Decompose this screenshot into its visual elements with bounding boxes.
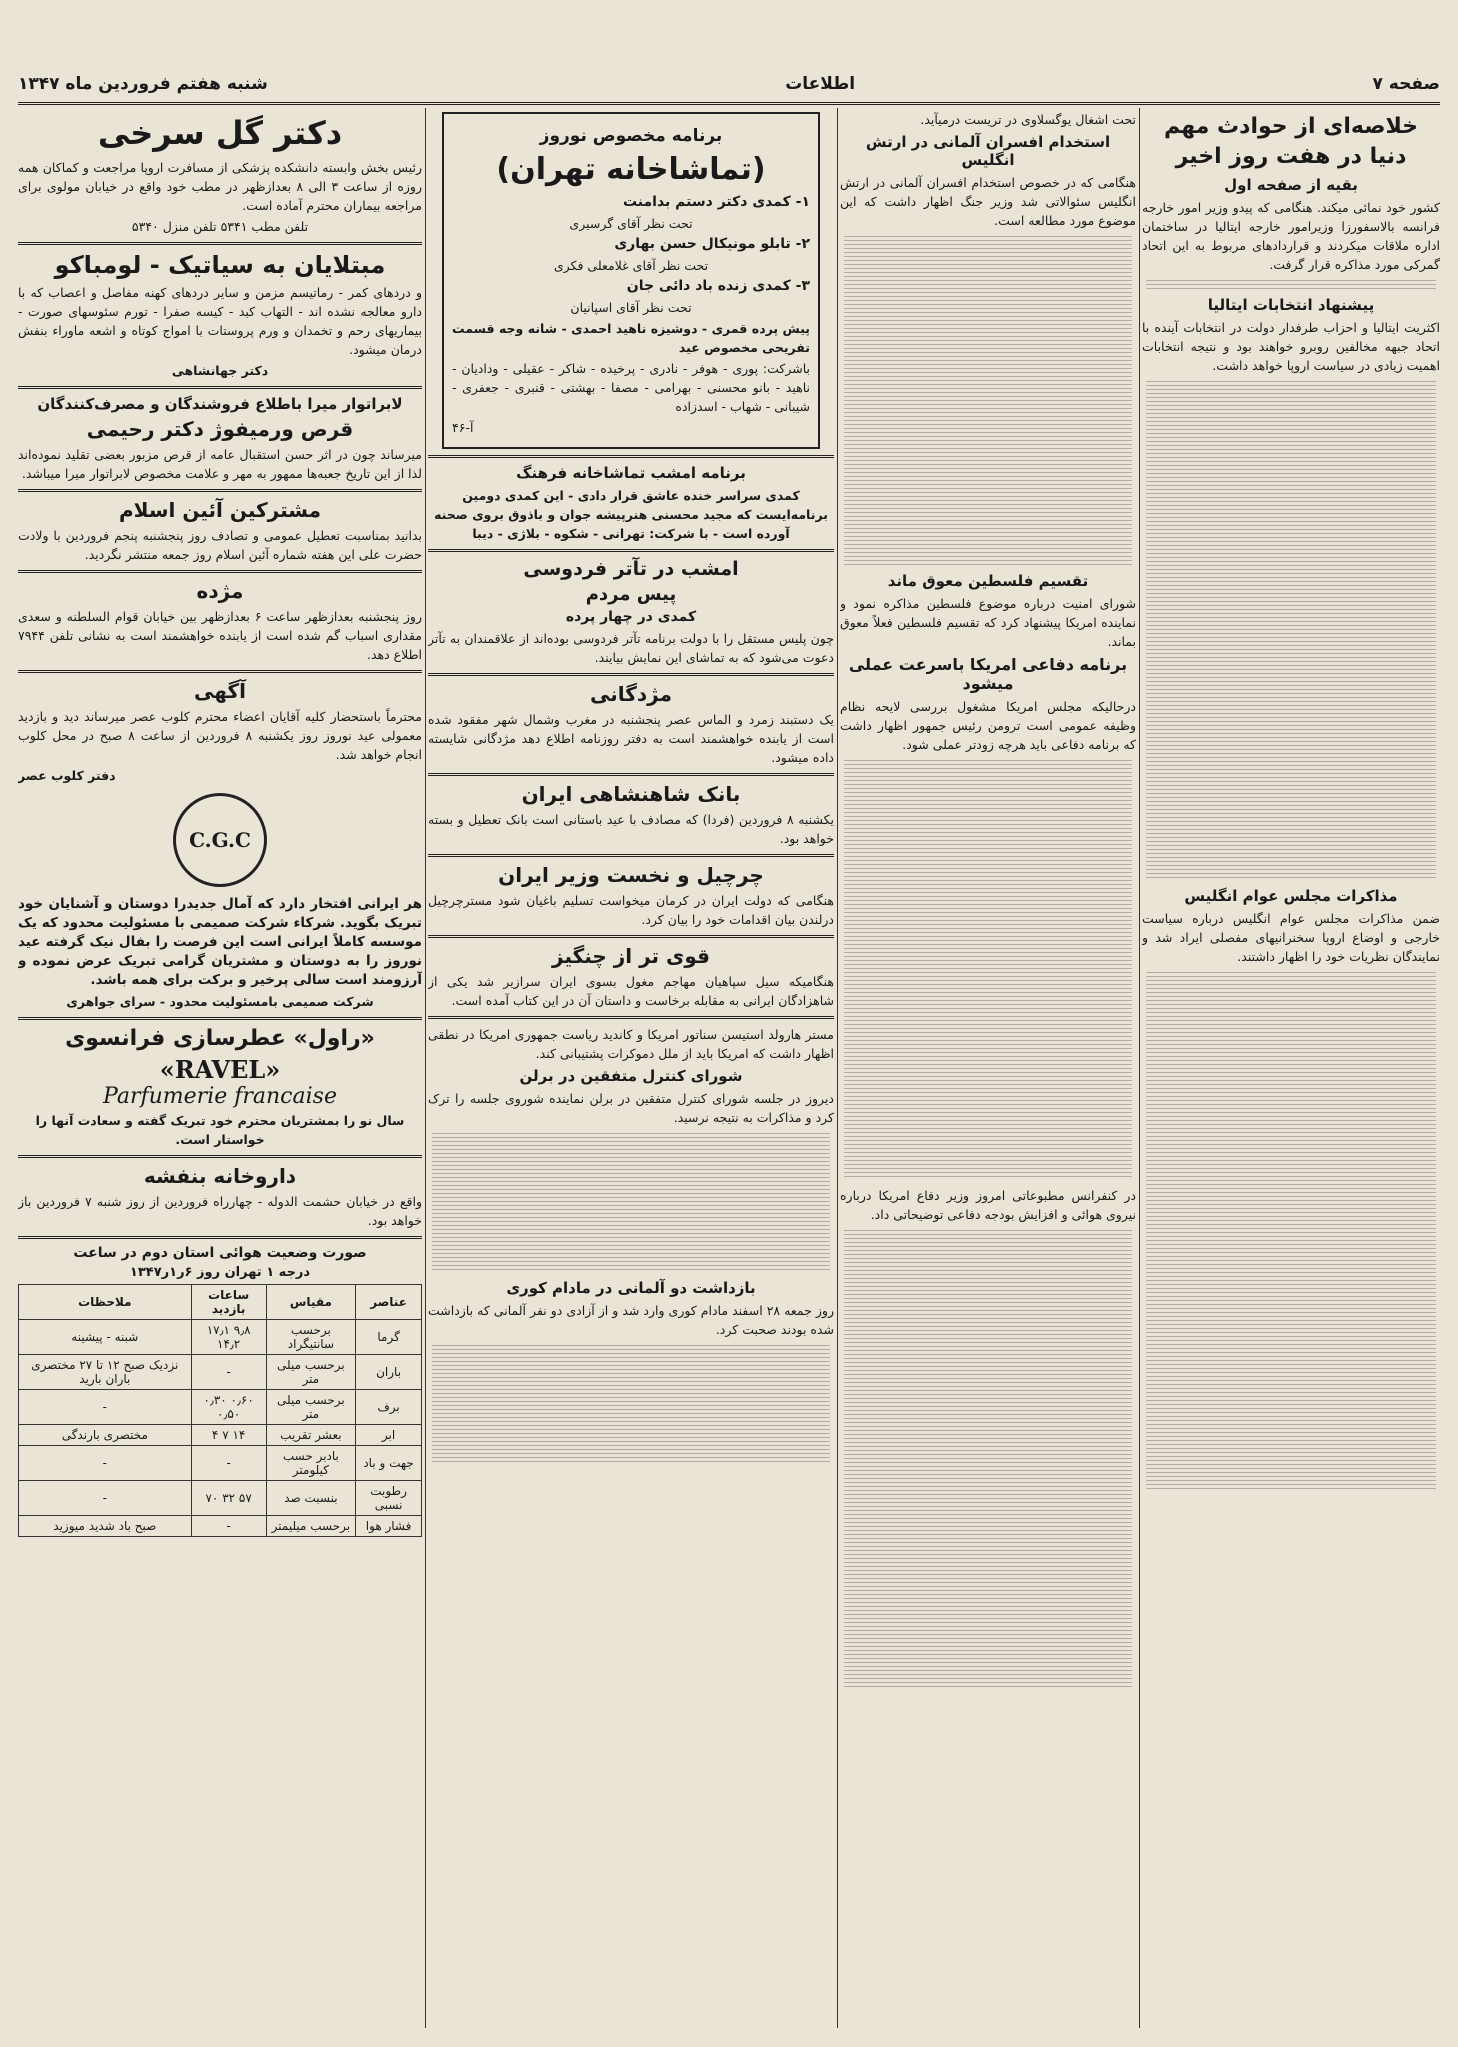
column-rule bbox=[425, 108, 426, 2028]
divider bbox=[18, 242, 422, 245]
farhang-text: کمدی سراسر خنده عاشق قرار دادی - این کمدی دومین برنامه‌ایست که مجید محسنی هنرپیشه جوان و باذوق بروی صحنه آورده است - با شرکت: تهرانی - شکوه - بلاژی - دیبا bbox=[434, 488, 828, 541]
table-header: ساعات بازدید bbox=[191, 1285, 266, 1320]
notice-title: آگهی bbox=[194, 679, 246, 703]
program-title: برنامه مخصوص نوروز bbox=[539, 126, 723, 146]
table-cell: رطوبت نسبی bbox=[356, 1481, 422, 1516]
genghis-title: قوی تر از چنگیز bbox=[552, 944, 710, 968]
ayin-text: بدانید بمناسبت تعطیل عمومی و تصادف روز پنجشنبه پنجم فروردین با ولادت حضرت علی این هفته شماره آئین اسلام روز جمعه منتشر نگردید. bbox=[18, 528, 422, 562]
subheading: شورای کنترل متفقین در برلن bbox=[519, 1067, 743, 1085]
good-news-text: روز پنجشنبه بعدازظهر ساعت ۶ بعدازظهر بین خیابان قوام السلطنه و سعدی مقداری اسباب گم شده است از یابنده خواهشمند است به نشانی تلفن ۷۹۴۴ اطلاع دهد. bbox=[18, 609, 422, 662]
program-item-note: تحت نظر آقای غلامعلی فکری bbox=[553, 258, 709, 273]
column-ads bbox=[18, 108, 422, 2028]
table-cell: برحسب میلی متر bbox=[266, 1355, 355, 1390]
subheading: مذاکرات مجلس عوام انگلیس bbox=[1184, 887, 1398, 905]
table-cell: صبح باد شدید میوزید bbox=[19, 1516, 192, 1537]
theater-name: (تماشاخانه تهران) bbox=[496, 152, 766, 187]
farhang-title: برنامه امشب تماشاخانه فرهنگ bbox=[516, 464, 746, 482]
subheading: تقسیم فلسطین معوق ماند bbox=[887, 572, 1089, 590]
lab-title: لابراتوار میرا باطلاع فروشندگان و مصرف‌کنندگان bbox=[37, 395, 403, 413]
table-row bbox=[19, 1516, 422, 1537]
table-header: ملاحظات bbox=[19, 1285, 192, 1320]
table-cell: بعشر تقریب bbox=[266, 1425, 355, 1446]
ayin-title: مشترکین آئین اسلام bbox=[119, 498, 321, 522]
ravel-sub: Parfumerie francaise bbox=[103, 1084, 337, 1109]
table-cell: - bbox=[191, 1446, 266, 1481]
continuation-note: بقیه از صفحه اول bbox=[1224, 176, 1358, 194]
divider bbox=[18, 570, 422, 573]
table-cell: ۰٫۶۰ ۰٫۳۰ ۰٫۵۰ bbox=[191, 1390, 266, 1425]
program-item-note: تحت نظر آقای گرسیری bbox=[569, 216, 693, 231]
divider bbox=[428, 673, 834, 676]
subheading: برنامه دفاعی امریکا باسرعت عملی میشود bbox=[848, 655, 1128, 693]
weather-title: صورت وضعیت هوائی استان دوم در ساعت bbox=[73, 1245, 367, 1261]
ferdowsi-text: چون پلیس مستقل را با دولت برنامه تآتر فردوسی بوده‌اند از علاقمندان به تآتر دعوت می‌شود که به تماشای این نمایش بیایند. bbox=[428, 631, 834, 665]
column-rule bbox=[1139, 108, 1140, 2028]
table-header: عناصر bbox=[356, 1285, 422, 1320]
weather-table bbox=[18, 1284, 422, 1537]
article-paragraph: اکثریت ایتالیا و احزاب طرفدار دولت در انتخابات آینده با اتحاد جبهه مخالفین روبرو خواهند بود و نتیجه انتخابات اهمیت زیادی در سیاست اروپا خواهد داشت. bbox=[1142, 320, 1440, 373]
article-paragraph: دیروز در جلسه شورای کنترل متفقین در برلن نماینده شوروی جلسه را ترک کرد و مذاکرات به نتیجه نرسید. bbox=[428, 1091, 834, 1125]
table-cell: ۹٫۸ ۱۷٫۱ ۱۴٫۲ bbox=[191, 1320, 266, 1355]
table-row bbox=[19, 1390, 422, 1425]
text-lines bbox=[432, 1345, 830, 1465]
table-cell: فشار هوا bbox=[356, 1516, 422, 1537]
article-paragraph: درحالیکه مجلس امریکا مشغول بررسی لایحه نظام وظیفه عمومی است ترومن رئیس جمهور اظهار داشت که برنامه دفاعی باید هرچه زودتر عملی شود. bbox=[840, 699, 1136, 752]
divider bbox=[18, 670, 422, 673]
table-cell: - bbox=[19, 1481, 192, 1516]
ferdowsi-play: پیس مردم bbox=[585, 584, 677, 605]
table-cell: - bbox=[19, 1390, 192, 1425]
doctor-phone: تلفن مطب ۵۳۴۱ تلفن منزل ۵۳۴۰ bbox=[131, 219, 309, 234]
divider bbox=[18, 1155, 422, 1158]
table-cell: - bbox=[19, 1446, 192, 1481]
program-item: ۳- کمدی زنده باد دائی جان bbox=[626, 278, 810, 294]
lost-title: مژدگانی bbox=[590, 682, 672, 706]
text-lines bbox=[1146, 381, 1436, 881]
text-lines bbox=[1146, 280, 1436, 290]
table-cell: ۱۴ ۷ ۴ bbox=[191, 1425, 266, 1446]
page-header bbox=[18, 66, 1440, 105]
column-rule bbox=[837, 108, 838, 2028]
program-special: پیش پرده قمری - دوشیزه ناهید احمدی - شانه وجه قسمت تفریحی مخصوص عید bbox=[452, 321, 810, 355]
good-news-title: مژده bbox=[196, 579, 244, 603]
column-entertainment bbox=[428, 108, 834, 2028]
divider bbox=[428, 1016, 834, 1019]
text-lines bbox=[844, 236, 1132, 566]
sciatica-text: و دردهای کمر - رماتیسم مزمن و سایر دردهای کهنه مفاصل و اعصاب که با دارو معالجه نشده اند - التهاب کبد - کیسه صفرا - تورم سئوسهای صورت - بیماریهای رحم و تخمدان و ورم پروستات با امواج کوتاه و اشعه ماوراء بنفش درمان میشود. bbox=[18, 285, 422, 357]
divider bbox=[18, 1017, 422, 1020]
table-cell: گرما bbox=[356, 1320, 422, 1355]
ferdowsi-title: امشب در تآتر فردوسی bbox=[523, 558, 739, 580]
table-row bbox=[19, 1425, 422, 1446]
column-news-continued bbox=[840, 108, 1136, 2028]
notice-text: محترماً باستحضار کلیه آقایان اعضاء محترم کلوب عصر میرساند دید و بازدید معمولی عید نوروز روز یکشنبه ۸ فروردین از ساعت ۸ صبح در محل کلوب انجام خواهد شد. bbox=[18, 709, 422, 762]
pharmacy-title: داروخانه بنفشه bbox=[143, 1164, 297, 1188]
table-cell: - bbox=[191, 1516, 266, 1537]
program-cast: باشرکت: پوری - هوفر - نادری - پرخیده - شاکر - عقیلی - ودادیان - ناهید - بانو محسنی - بهرامی - مصفا - بهشتی - قنبری - جعفری - شیبانی - شهاب - اسدزاده bbox=[452, 361, 810, 414]
ravel-text: سال نو را بمشتریان محترم خود تبریک گفته و سعادت آنها را خواستار است. bbox=[35, 1113, 405, 1147]
table-row bbox=[19, 1355, 422, 1390]
company-sign: شرکت صمیمی بامسئولیت محدود - سرای جواهری bbox=[66, 994, 374, 1009]
text-lines bbox=[432, 1133, 830, 1273]
text-lines bbox=[844, 760, 1132, 1180]
weather-subtitle: درجه ۱ تهران روز ۶ر۱ر۱۳۴۷ bbox=[129, 1265, 311, 1280]
table-cell: بنسبت صد bbox=[266, 1481, 355, 1516]
bank-title: بانک شاهنشاهی ایران bbox=[521, 782, 741, 806]
divider bbox=[18, 1236, 422, 1239]
company-seal-icon bbox=[173, 793, 267, 887]
sciatica-doctor: دکتر جهانشاهی bbox=[171, 363, 269, 378]
program-item: ۲- تابلو مونیکال حسن بهاری bbox=[614, 236, 810, 252]
article-title: خلاصه‌ای از حوادث مهم دنیا در هفت روز اخیر bbox=[1163, 114, 1419, 169]
text-lines bbox=[1146, 972, 1436, 1492]
churchill-text: هنگامی که دولت ایران در کرمان میخواست تسلیم باغیان شود مسترچرچیل درلندن بیان اقدامات خود را بیان کرد. bbox=[428, 893, 834, 927]
notice-sign: دفتر کلوب عصر bbox=[18, 768, 116, 783]
table-header: مقیاس bbox=[266, 1285, 355, 1320]
paper-name: اطلاعات bbox=[785, 74, 856, 94]
genghis-text: هنگامیکه سیل سپاهیان مهاجم مغول بسوی ایران سرازیر شد یکی از شاهزادگان ایرانی به مقابله برخاست و داستان آن در این کتاب آمده است. bbox=[428, 974, 834, 1008]
churchill-title: چرچیل و نخست وزیر ایران bbox=[498, 863, 764, 887]
lab-product: قرص ورمیفوژ دکتر رحیمی bbox=[86, 417, 354, 441]
subheading: پیشنهاد انتخابات ایتالیا bbox=[1207, 296, 1375, 314]
seal-text: C.G.C bbox=[189, 828, 251, 852]
article-paragraph: کشور خود نمائی میکند. هنگامی که پیدو وزیر امور خارجه فرانسه بالاسفورزا وزیرامور خارجه ایتالیا در ساختمان اداره ملاقات میکردند و قراردادهای مربوط به این اتحاد گمرکی مورد مذاکره قرار گرفت. bbox=[1142, 200, 1440, 272]
lost-text: یک دستبند زمرد و الماس عصر پنجشنبه در مغرب وشمال شهر مفقود شده است از یابنده خواهشمند است به دفتر روزنامه اطلاع دهد مژدگانی شایسته داده میشود. bbox=[428, 712, 834, 765]
table-cell: برحسب میلی متر bbox=[266, 1390, 355, 1425]
article-paragraph: تحت اشغال یوگسلاوی در تریست درمیآید. bbox=[920, 112, 1136, 127]
doctor-text: رئیس بخش وابسته دانشکده پزشکی از مسافرت اروپا مراجعت و کماکان همه روزه از ساعت ۳ الی ۸ بعدازظهر در مطب خود واقع در خیابان مولوی برای مراجعه بیماران محترم آماده است. bbox=[18, 160, 422, 213]
subheading: بازداشت دو آلمانی در مادام کوری bbox=[506, 1279, 756, 1297]
table-cell: بادبر حسب کیلومتر bbox=[266, 1446, 355, 1481]
page-number: صفحه ۷ bbox=[1372, 74, 1440, 94]
table-row bbox=[19, 1446, 422, 1481]
article-paragraph: مستر هارولد استیسن سناتور امریکا و کاندید ریاست جمهوری امریکا در نطقی اظهار داشت که امریکا باید از ملل دموکرات پشتیبانی کند. bbox=[428, 1027, 834, 1061]
divider bbox=[428, 935, 834, 938]
table-header-row bbox=[19, 1285, 422, 1320]
table-cell: جهت و باد bbox=[356, 1446, 422, 1481]
article-paragraph: شورای امنیت درباره موضوع فلسطین مذاکره نمود و نماینده امریکا پیشنهاد کرد که تقسیم فلسطین فعلاً معوق بماند. bbox=[840, 596, 1136, 649]
nowruz-program-box bbox=[442, 112, 820, 449]
text-lines bbox=[844, 1230, 1132, 1690]
table-cell: ابر bbox=[356, 1425, 422, 1446]
divider bbox=[428, 455, 834, 458]
divider bbox=[428, 549, 834, 552]
bank-text: یکشنبه ۸ فروردین (فردا) که مصادف با عید باستانی است بانک تعطیل و بسته خواهد بود. bbox=[428, 812, 834, 846]
program-item: ۱- کمدی دکتر دستم بدامنت bbox=[622, 194, 810, 210]
table-cell: نزدیک صبح ۱۲ تا ۲۷ مختصری باران بارید bbox=[19, 1355, 192, 1390]
company-text: هر ایرانی افتخار دارد که آمال جدیدرا دوستان و آشنایان خود تبریک بگوید. شرکاء شرکت صمیمی با مسئولیت محدود که یک موسسه کاملاً ایرانی است این فرصت را بفال نیک گرفته عید نوروز را به دوستان و مشتریان گرامی تبریک عرض نموده و آرزومند است سالی پرخیر و برکت برای همه باشد. bbox=[18, 896, 422, 988]
ad-code: آ-۴۶ bbox=[452, 420, 474, 435]
article-paragraph: ضمن مذاکرات مجلس عوام انگلیس درباره سیاست خارجی و اوضاع اروپا سخنرانیهای مفصلی ایراد شد و نمایندگان نظریات خود را اظهار داشتند. bbox=[1142, 911, 1440, 964]
ravel-latin: «RAVEL» bbox=[159, 1055, 281, 1084]
table-cell: برف bbox=[356, 1390, 422, 1425]
table-cell: برحسب سانتیگراد bbox=[266, 1320, 355, 1355]
lab-text: میرساند چون در اثر حسن استقبال عامه از قرص مزبور بعضی تقلید نموده‌اند لذا از این تاریخ جعبه‌ها ممهور به مهر و علامت مخصوص لابراتوار میرا میباشد. bbox=[18, 447, 422, 481]
table-cell: شبنه - پیشینه bbox=[19, 1320, 192, 1355]
table-cell: برحسب میلیمتر bbox=[266, 1516, 355, 1537]
column-world-news bbox=[1142, 108, 1440, 2028]
divider bbox=[18, 386, 422, 389]
ravel-title: «راول» عطرسازی فرانسوی bbox=[65, 1026, 375, 1051]
table-row bbox=[19, 1481, 422, 1516]
table-row bbox=[19, 1320, 422, 1355]
article-paragraph: روز جمعه ۲۸ اسفند مادام کوری وارد شد و از آزادی دو نفر آلمانی که بازداشت شده بودند صحبت کرد. bbox=[428, 1303, 834, 1337]
table-cell: - bbox=[191, 1355, 266, 1390]
table-cell: باران bbox=[356, 1355, 422, 1390]
divider bbox=[428, 773, 834, 776]
divider bbox=[428, 854, 834, 857]
divider bbox=[18, 489, 422, 492]
pharmacy-text: واقع در خیابان حشمت الدوله - چهارراه فروردین از روز شنبه ۷ فروردین باز خواهد بود. bbox=[18, 1194, 422, 1228]
article-paragraph: در کنفرانس مطبوعاتی امروز وزیر دفاع امریکا درباره نیروی هوائی و افزایش بودجه دفاعی توضیحاتی داد. bbox=[840, 1188, 1136, 1222]
ferdowsi-sub: کمدی در چهار پرده bbox=[565, 609, 697, 625]
table-cell: ۵۷ ۳۲ ۷۰ bbox=[191, 1481, 266, 1516]
issue-date: شنبه هفتم فروردین ماه ۱۳۴۷ bbox=[18, 74, 268, 94]
doctor-title: دکتر گل سرخی bbox=[97, 114, 343, 152]
table-cell: مختصری بارندگی bbox=[19, 1425, 192, 1446]
subheading: استخدام افسران آلمانی در ارتش انگلیس bbox=[865, 133, 1111, 169]
sciatica-title: مبتلایان به سیاتیک - لومباکو bbox=[54, 251, 386, 279]
article-paragraph: هنگامی که در خصوص استخدام افسران آلمانی در ارتش انگلیس سئوالاتی شد وزیر جنگ اظهار داشت که این موضوع مورد مطالعه است. bbox=[840, 175, 1136, 228]
program-item-note: تحت نظر آقای اسپانیان bbox=[570, 300, 692, 315]
